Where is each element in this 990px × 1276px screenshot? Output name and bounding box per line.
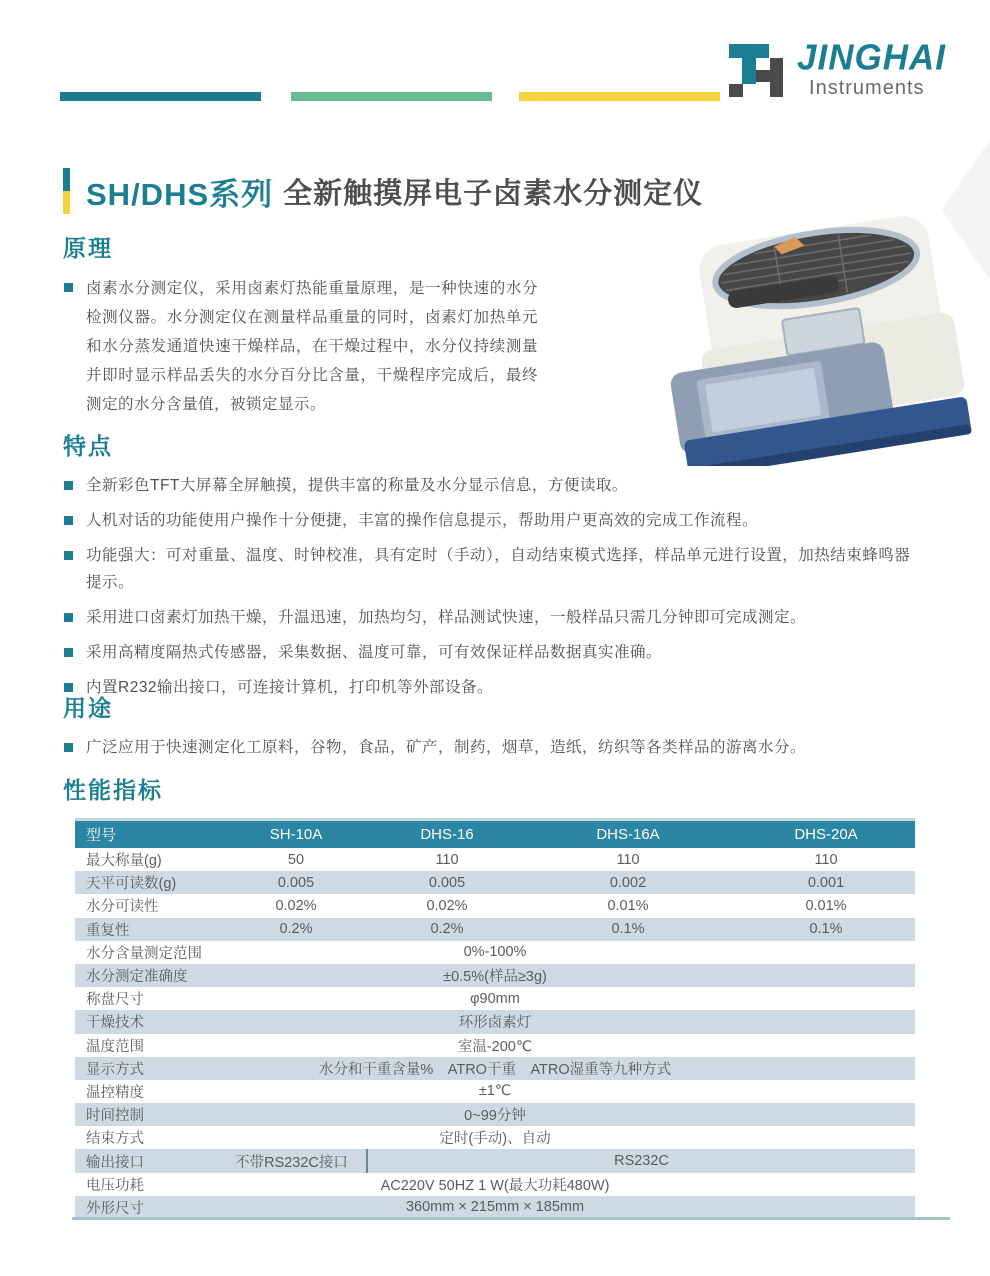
title-accent-bar — [63, 168, 70, 214]
spec-header-model: DHS-16 — [420, 826, 474, 843]
spec-row — [75, 1196, 915, 1219]
spec-row-label: 温控精度 — [86, 1084, 144, 1101]
header-bar-teal — [60, 92, 261, 101]
spec-row — [75, 918, 915, 941]
spec-cell-merged: 水分和干重含量% ATRO干重 ATRO湿重等九种方式 — [318, 1061, 672, 1078]
section-features — [63, 428, 915, 709]
spec-cell-merged: ±0.5%(样品≥3g) — [443, 969, 547, 986]
spec-cell-merged: 0~99分钟 — [464, 1108, 526, 1125]
bullet-square-icon — [64, 743, 73, 752]
spec-table — [75, 818, 915, 1219]
spec-cell-left: 不带RS232C接口 — [217, 1149, 368, 1172]
section-applications — [63, 690, 915, 769]
title-series: SH/DHS系列 — [86, 176, 274, 212]
spec-row — [75, 848, 915, 871]
bullet-text: 全新彩色TFT大屏幕全屏触摸，提供丰富的称量及水分显示信息，方便读取。 — [86, 477, 628, 494]
spec-cell: 0.2% — [430, 921, 464, 938]
bullet-item — [63, 507, 915, 534]
spec-row — [75, 1057, 915, 1080]
spec-cell-merged: φ90mm — [470, 990, 520, 1007]
section-specs — [63, 772, 915, 805]
spec-row — [75, 941, 915, 964]
spec-row-label: 显示方式 — [86, 1061, 144, 1078]
spec-cell-merged: 环形卤素灯 — [458, 1015, 532, 1032]
spec-row-label: 外形尺寸 — [86, 1200, 144, 1217]
spec-row-label: 称盘尺寸 — [86, 992, 144, 1009]
spec-cell: 0.02% — [426, 897, 468, 914]
brand-name: JINGHAI — [797, 37, 946, 78]
spec-row-label: 水分测定准确度 — [86, 969, 188, 986]
bullet-item — [63, 274, 603, 419]
spec-cell: 0.002 — [609, 874, 647, 891]
brand-logo-text — [797, 37, 946, 99]
jinghai-logo-icon — [725, 40, 787, 100]
spec-row-label: 重复性 — [86, 922, 130, 939]
spec-row — [75, 1103, 915, 1126]
spec-header-model: SH-10A — [269, 826, 323, 843]
spec-row — [75, 871, 915, 894]
bullet-text: 功能强大：可对重量、温度、时钟校准，具有定时（手动），自动结束模式选择，样品单元进行设置，加热结束蜂鸣器提示。 — [86, 547, 911, 591]
spec-row — [75, 1034, 915, 1057]
spec-row-label: 天平可读数(g) — [86, 876, 177, 893]
spec-cell-merged: 定时(手动)、自动 — [439, 1131, 551, 1148]
spec-cell-merged: 室温-200℃ — [457, 1038, 533, 1055]
bullet-square-icon — [64, 481, 73, 490]
bullet-item — [63, 472, 915, 499]
spec-cell: 0.02% — [275, 897, 317, 914]
spec-cell-merged: AC220V 50HZ 1 W(最大功耗480W) — [380, 1177, 610, 1194]
applications-list — [63, 734, 915, 761]
bullet-item — [63, 542, 915, 596]
spec-row-label: 温度范围 — [86, 1038, 144, 1055]
spec-row — [75, 1149, 915, 1172]
bullet-item — [63, 604, 915, 631]
bullet-item — [63, 639, 915, 666]
spec-cell-merged: 360mm × 215mm × 185mm — [405, 1199, 585, 1216]
bullet-text: 采用进口卤素灯加热干燥，升温迅速，加热均匀，样品测试快速，一般样品只需几分钟即可完成测定。 — [86, 609, 807, 626]
bullet-item — [63, 734, 915, 761]
principle-list — [63, 274, 603, 419]
section-principle — [63, 230, 603, 427]
spec-cell: 0.01% — [607, 897, 649, 914]
bullet-text: 内置R232输出接口，可连接计算机，打印机等外部设备。 — [86, 679, 494, 696]
spec-cell: 50 — [287, 851, 305, 868]
spec-row-label: 水分可读性 — [86, 899, 159, 916]
specs-heading: 性能指标 — [63, 777, 163, 803]
bullet-text: 卤素水分测定仪，采用卤素灯热能重量原理，是一种快速的水分检测仪器。水分测定仪在测量样品重量的同时，卤素灯加热单元和水分蒸发通道快速干燥样品，在干燥过程中，水分仪持续测量并即时显示样品丢失的水分百分比含量，干燥程序完成后，最终测定的水分含量值，被锁定显示。 — [86, 280, 538, 413]
spec-cell: 0.001 — [807, 874, 845, 891]
bottom-divider — [72, 1217, 950, 1220]
spec-cell: 0.01% — [805, 897, 847, 914]
spec-cell: 110 — [616, 851, 640, 868]
spec-cell: 110 — [435, 851, 459, 868]
spec-cell-right: RS232C — [614, 1153, 669, 1170]
spec-row-label: 结束方式 — [86, 1131, 144, 1148]
applications-heading: 用途 — [63, 695, 113, 721]
spec-row — [75, 1010, 915, 1033]
spec-row-label: 时间控制 — [86, 1108, 144, 1125]
spec-cell-merged: 0%-100% — [463, 944, 527, 961]
spec-row — [75, 1080, 915, 1103]
spec-header-label: 型号 — [86, 827, 117, 844]
features-heading: 特点 — [63, 433, 113, 459]
spec-row — [75, 987, 915, 1010]
spec-header-model: DHS-20A — [794, 826, 858, 843]
spec-cell: 110 — [814, 851, 838, 868]
bullet-square-icon — [64, 551, 73, 560]
bullet-text: 采用高精度隔热式传感器，采集数据、温度可靠，可有效保证样品数据真实准确。 — [86, 644, 663, 661]
spec-cell: 0.2% — [279, 921, 313, 938]
header-bar-green — [291, 92, 492, 101]
spec-cell: 0.1% — [809, 921, 843, 938]
principle-heading: 原理 — [63, 235, 113, 261]
spec-row — [75, 1173, 915, 1196]
spec-row-label: 干燥技术 — [86, 1015, 144, 1032]
bullet-square-icon — [64, 648, 73, 657]
spec-row-label: 最大称量(g) — [86, 853, 162, 870]
brand-subtitle: Instruments — [809, 77, 925, 99]
features-list — [63, 472, 915, 701]
bullet-text: 人机对话的功能使用户操作十分便捷，丰富的操作信息提示，帮助用户更高效的完成工作流程。 — [86, 512, 759, 529]
spec-header-model: DHS-16A — [596, 826, 660, 843]
spec-table-header — [75, 818, 915, 848]
header-bar-yellow — [519, 92, 720, 101]
spec-table-body — [75, 848, 915, 1219]
brand-logo — [725, 37, 946, 100]
bullet-text: 广泛应用于快速测定化工原料，谷物，食品，矿产，制药，烟草，造纸，纺织等各类样品的游离水分。 — [86, 739, 807, 756]
title-name: 全新触摸屏电子卤素水分测定仪 — [283, 177, 704, 210]
spec-cell: 0.005 — [428, 874, 466, 891]
spec-cell: 0.1% — [611, 921, 645, 938]
spec-row-label: 输出接口 — [86, 1154, 144, 1171]
spec-row — [75, 894, 915, 917]
spec-row — [75, 964, 915, 987]
spec-cell-merged: ±1℃ — [478, 1083, 512, 1100]
spec-row-label: 电压功耗 — [86, 1177, 144, 1194]
bullet-square-icon — [64, 283, 73, 292]
bullet-square-icon — [64, 613, 73, 622]
bullet-square-icon — [64, 516, 73, 525]
page-title — [63, 168, 703, 214]
spec-row-label: 水分含量测定范围 — [86, 945, 202, 962]
spec-cell: 0.005 — [277, 874, 315, 891]
spec-row — [75, 1126, 915, 1149]
